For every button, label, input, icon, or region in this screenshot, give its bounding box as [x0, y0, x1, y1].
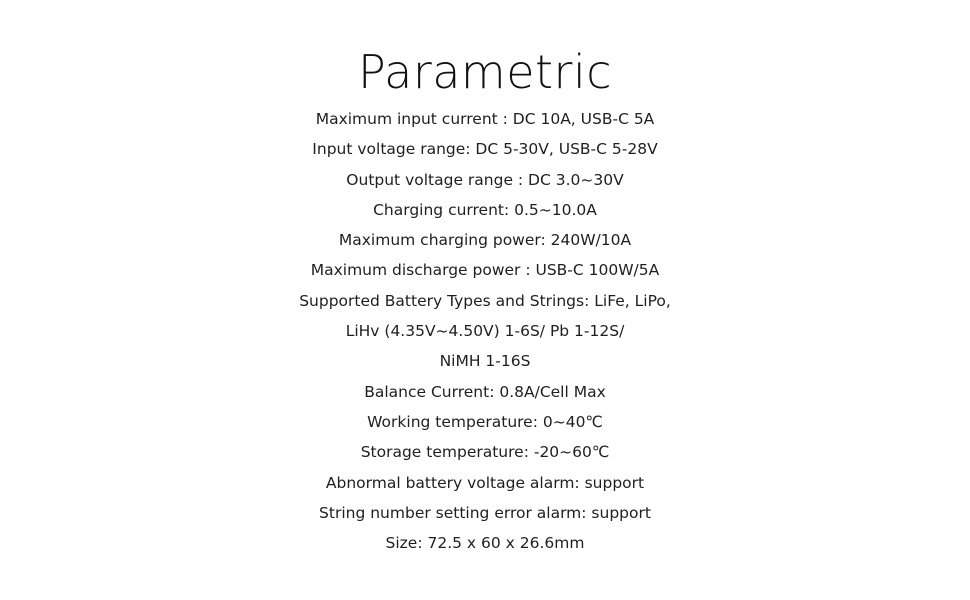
spec-max-charging-power: Maximum charging power: 240W/10A	[338, 231, 632, 250]
spec-list	[299, 104, 671, 558]
spec-size: Size: 72.5 x 60 x 26.6mm	[385, 534, 585, 553]
spec-balance-current: Balance Current: 0.8A/Cell Max	[364, 382, 606, 401]
spec-battery-types-line-2: LiHv (4.35V~4.50V) 1-6S/ Pb 1-12S/	[345, 322, 625, 341]
spec-battery-types-line-3: NiMH 1-16S	[439, 352, 531, 371]
spec-charging-current: Charging current: 0.5~10.0A	[373, 200, 597, 219]
spec-battery-types-line-1: Supported Battery Types and Strings: LiFe, LiPo,	[299, 291, 671, 310]
spec-storage-temperature: Storage temperature: -20~60℃	[360, 443, 610, 462]
spec-input-voltage-range: Input voltage range: DC 5-30V, USB-C 5-28V	[312, 140, 658, 159]
spec-working-temperature: Working temperature: 0~40℃	[367, 412, 603, 431]
spec-voltage-alarm: Abnormal battery voltage alarm: support	[325, 473, 645, 492]
spec-string-error-alarm: String number setting error alarm: support	[319, 503, 651, 522]
spec-output-voltage-range: Output voltage range : DC 3.0~30V	[346, 170, 624, 189]
spec-max-discharge-power: Maximum discharge power : USB-C 100W/5A	[310, 261, 660, 280]
page-title: Parametric	[357, 45, 613, 99]
spec-max-input-current: Maximum input current : DC 10A, USB-C 5A	[315, 110, 655, 128]
